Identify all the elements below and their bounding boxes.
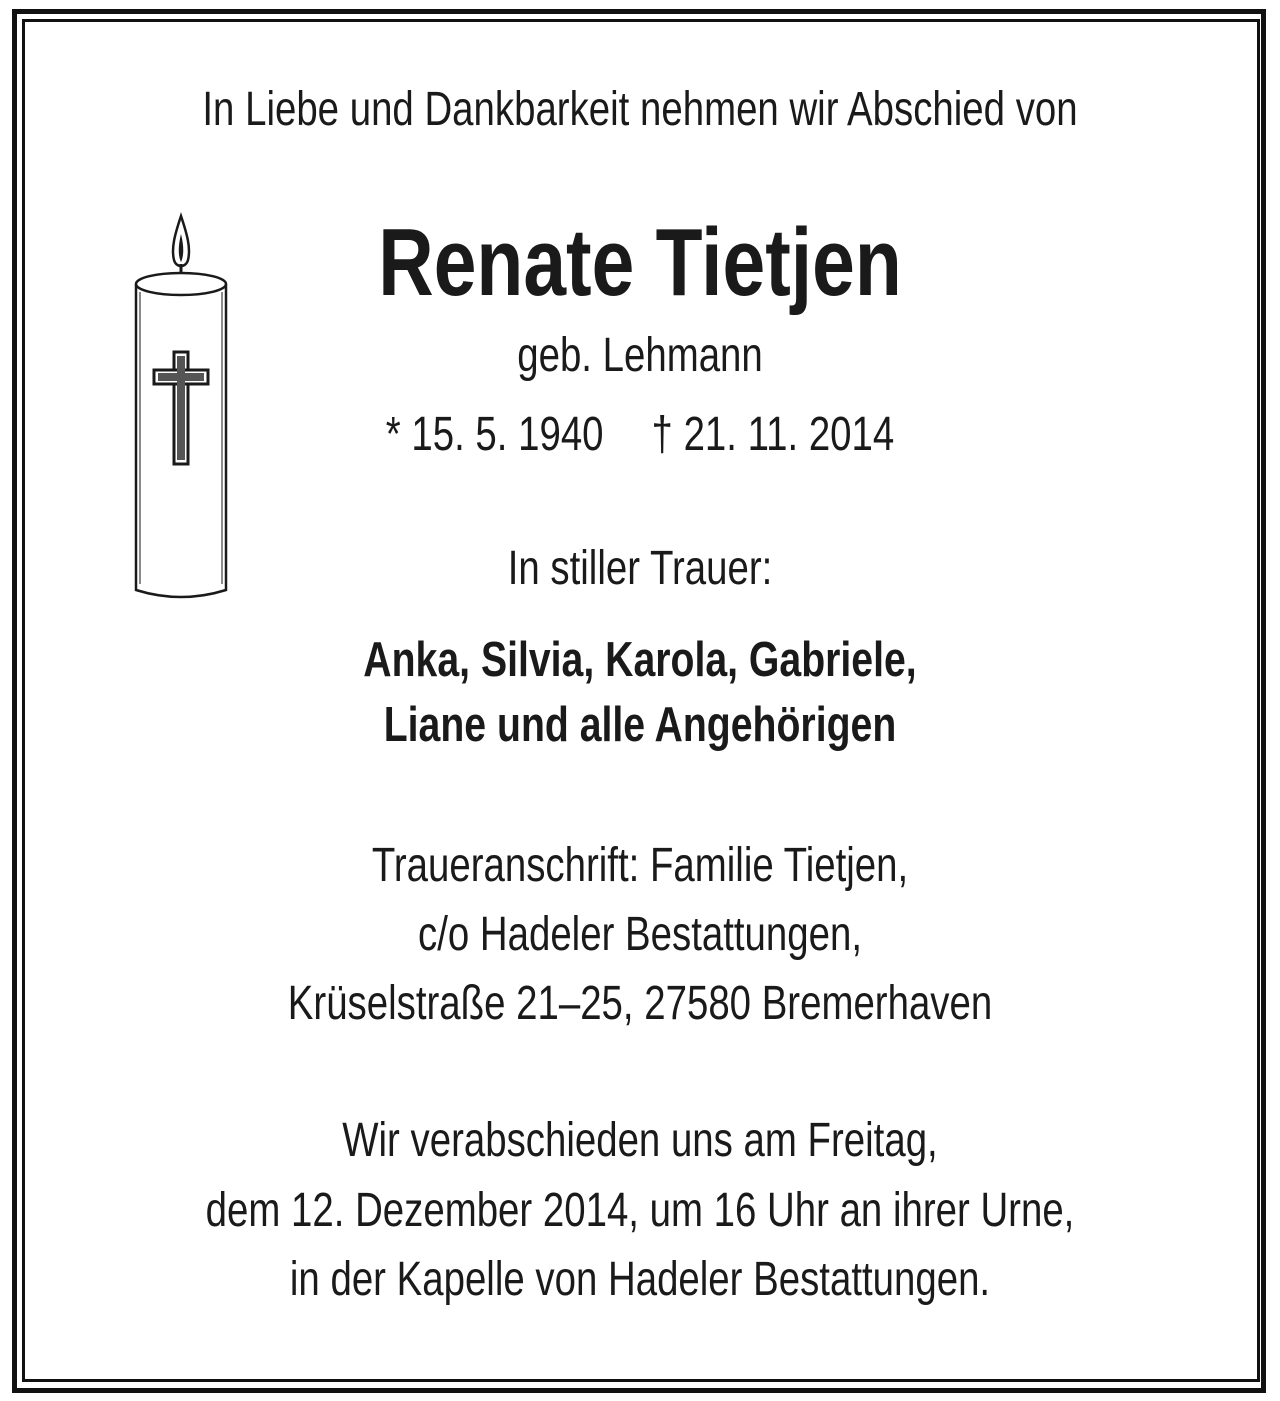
- address-line-2: c/o Hadeler Bestattungen,: [417, 908, 863, 961]
- maiden-name: geb. Lehmann: [517, 329, 763, 382]
- funeral-line-3: in der Kapelle von Hadeler Bestattungen.: [289, 1253, 991, 1306]
- death-date: † 21. 11. 2014: [651, 408, 895, 461]
- life-dates: [128, 407, 1152, 462]
- funeral-line-2: dem 12. Dezember 2014, um 16 Uhr an ihrer Urne,: [205, 1184, 1075, 1237]
- deceased-name: Renate Tietjen: [378, 209, 902, 316]
- mourners-line-2: Liane und alle Angehörigen: [383, 698, 897, 752]
- intro-line: In Liebe und Dankbarkeit nehmen wir Abschied von: [202, 83, 1078, 136]
- mourning-heading: In stiller Trauer:: [507, 542, 773, 595]
- funeral-line-1: Wir verabschieden uns am Freitag,: [342, 1114, 938, 1167]
- candle-with-cross-icon: [126, 212, 236, 607]
- address-line-3: Krüselstraße 21–25, 27580 Bremerhaven: [287, 977, 993, 1030]
- mourners-line-1: Anka, Silvia, Karola, Gabriele,: [363, 633, 917, 687]
- address-line-1: Traueranschrift: Familie Tietjen,: [371, 839, 909, 892]
- birth-date: * 15. 5. 1940: [385, 408, 604, 461]
